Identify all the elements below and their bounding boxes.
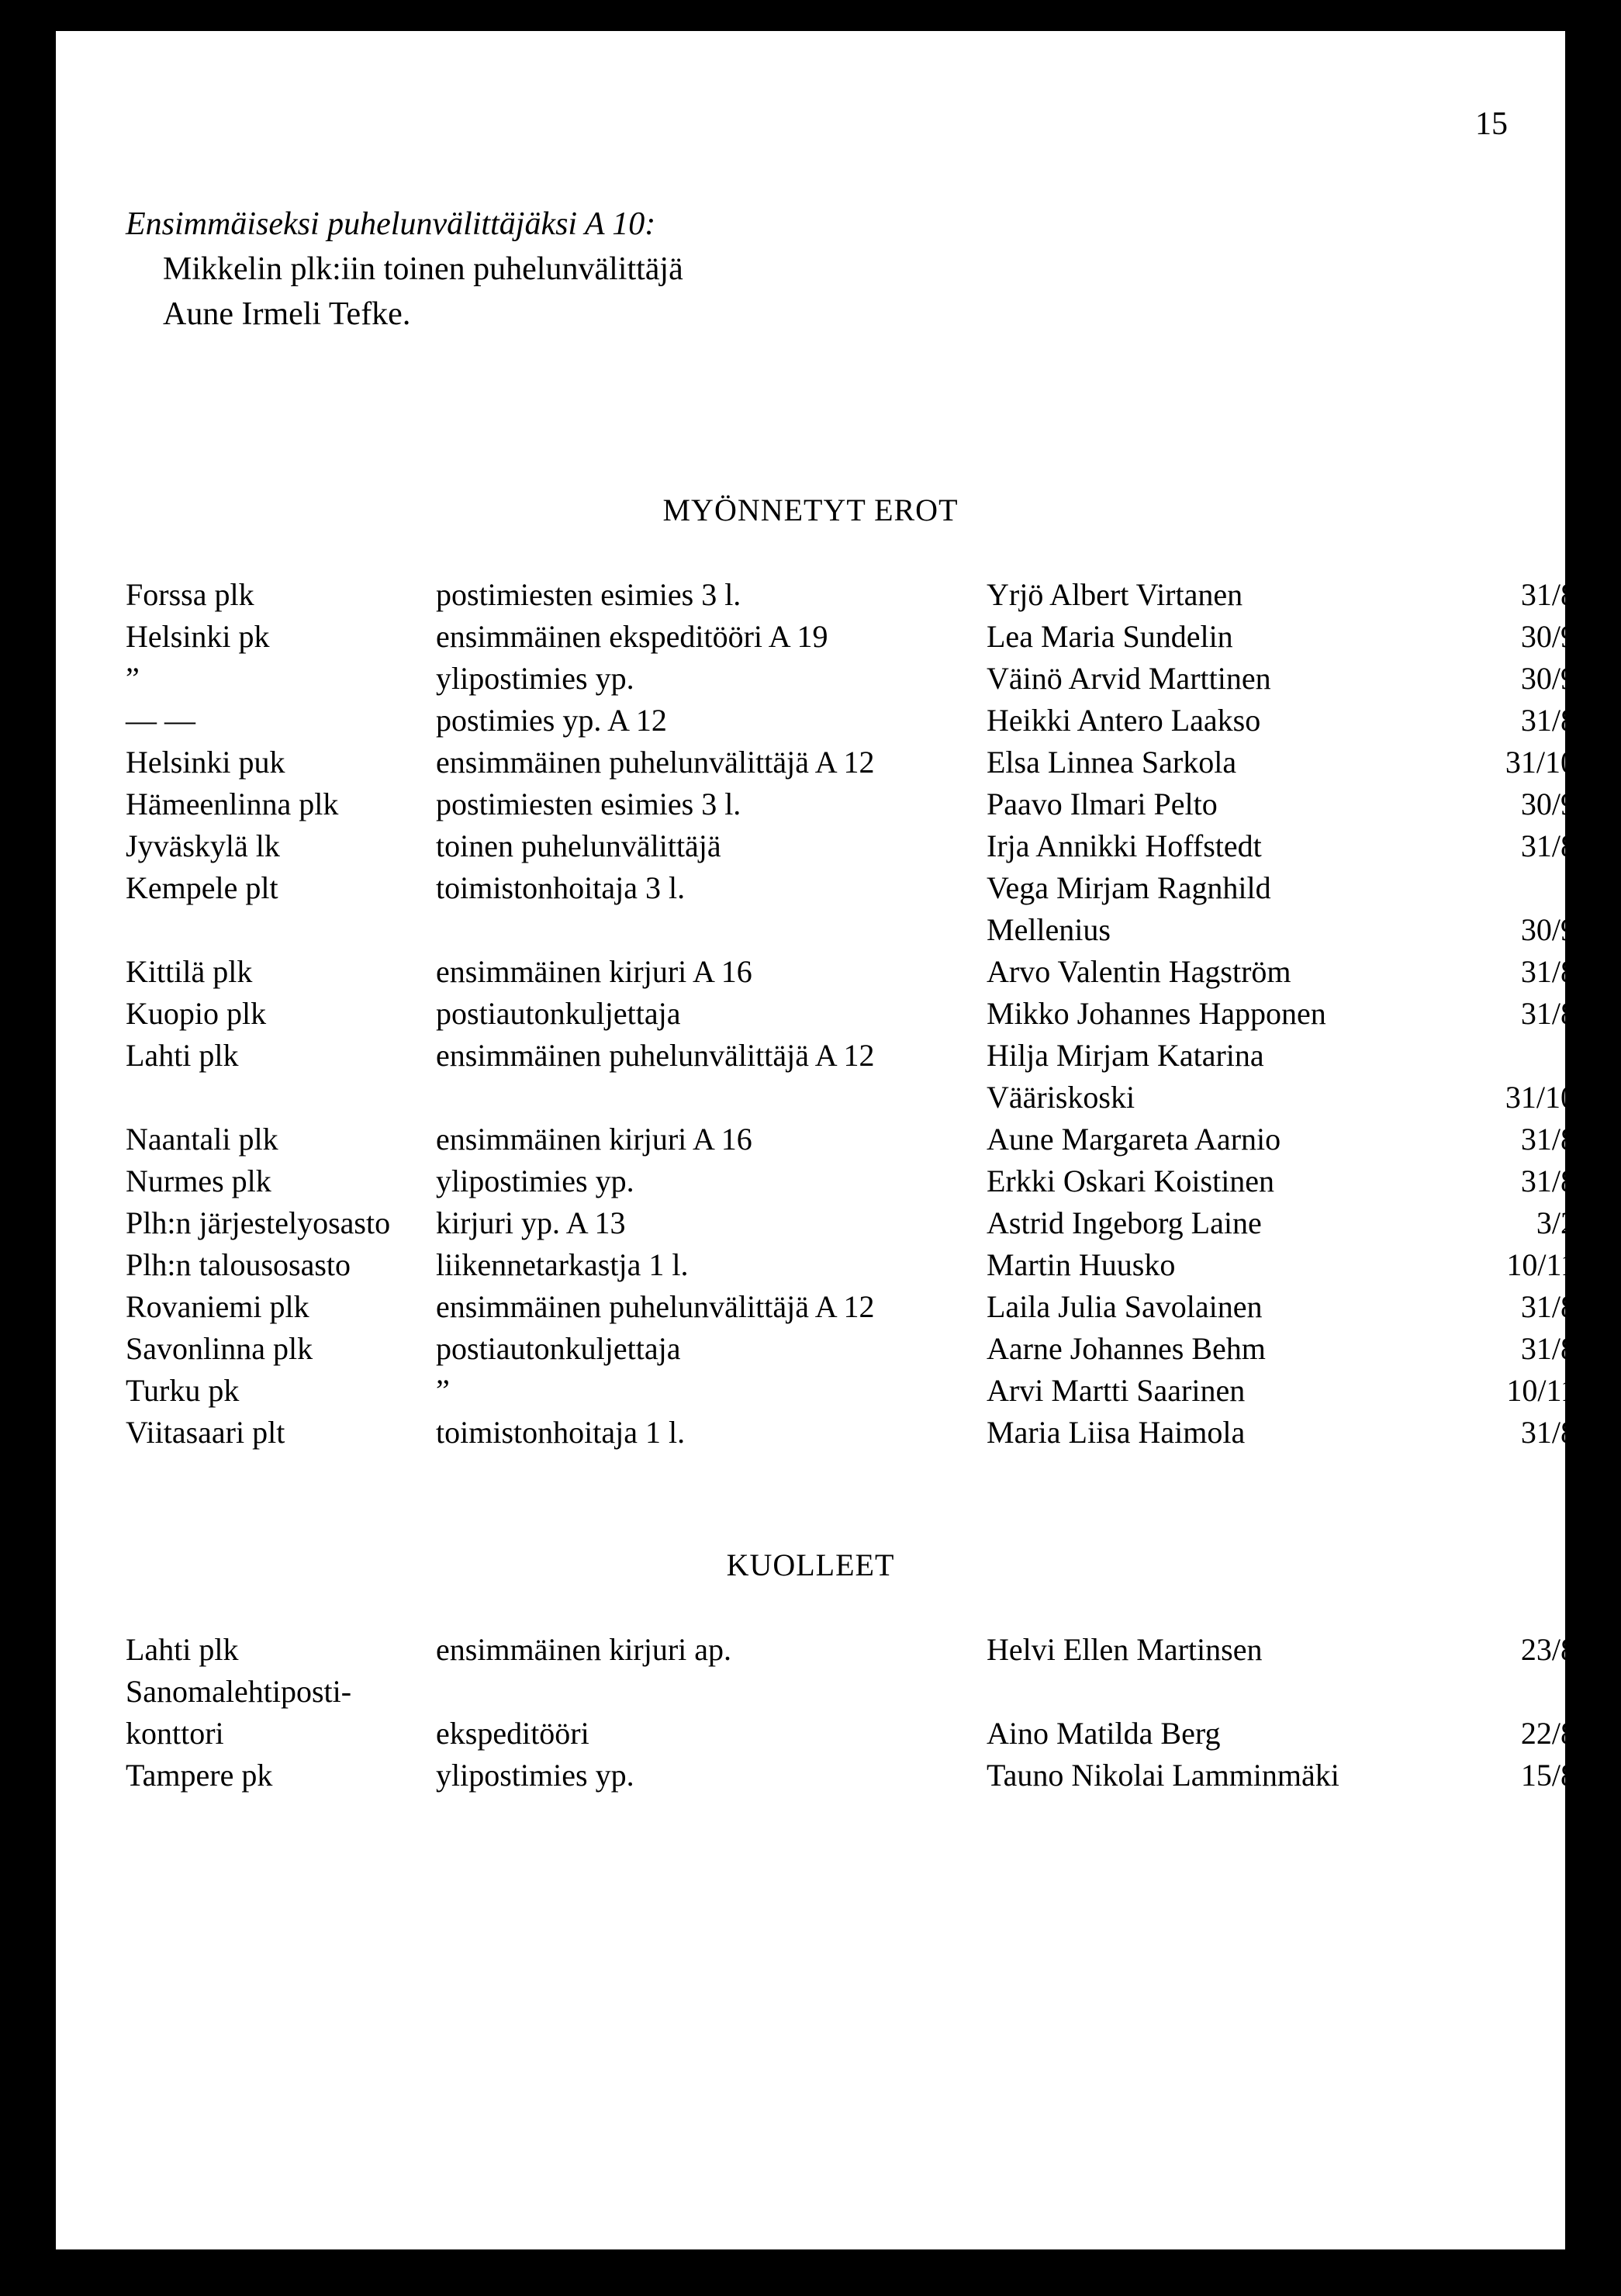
office-cell <box>126 1119 278 1160</box>
position-cell: toimistonhoitaja 1 l. <box>436 1415 686 1450</box>
office-text: Helsinki puk <box>126 745 285 780</box>
date-cell: 15/8 <box>1520 1758 1576 1793</box>
position-cell: ekspeditööri <box>436 1716 589 1751</box>
office-text: Plh:n järjestelyosasto <box>126 1205 391 1240</box>
name-text: Heikki Antero Laakso <box>987 703 1261 738</box>
name-cell <box>987 1713 1220 1755</box>
table-row <box>126 1629 1576 1671</box>
date-cell: 30/9 <box>1520 787 1576 821</box>
position-cell: ensimmäinen puhelunvälittäjä A 12 <box>436 1289 875 1324</box>
office-cell <box>126 1160 271 1202</box>
date-cell: 3/2 <box>1536 1205 1576 1240</box>
office-cell <box>126 825 280 867</box>
date-cell: 10/11 <box>1506 1247 1576 1282</box>
table-row <box>126 1328 1576 1370</box>
date-cell: 10/11 <box>1506 1373 1576 1408</box>
date-cell: 31/10 <box>1505 1080 1576 1115</box>
office-cell <box>126 1286 309 1328</box>
name-text: Mellenius <box>987 912 1111 947</box>
name-cell <box>987 616 1233 658</box>
office-cell <box>126 700 195 742</box>
name-text: Elsa Linnea Sarkola <box>987 745 1237 780</box>
position-cell: postiautonkuljettaja <box>436 1331 681 1366</box>
office-text: Plh:n talousosasto <box>126 1247 351 1282</box>
office-cell <box>126 1035 239 1077</box>
name-cell <box>987 1160 1274 1202</box>
resignations-list <box>126 574 1576 1454</box>
name-text: Tauno Nikolai Lamminmäki <box>987 1758 1339 1793</box>
name-cell <box>987 1119 1281 1160</box>
office-cell <box>126 1671 351 1755</box>
table-row <box>126 1244 1576 1286</box>
page-number: 15 <box>1475 106 1508 142</box>
table-row <box>126 1202 1576 1244</box>
table-row <box>126 825 1576 867</box>
name-text: Arvi Martti Saarinen <box>987 1373 1246 1408</box>
office-cell <box>126 574 254 616</box>
name-text: Maria Liisa Haimola <box>987 1415 1246 1450</box>
name-cell <box>987 1035 1264 1119</box>
office-text: Forssa plk <box>126 577 254 612</box>
position-cell: postimies yp. A 12 <box>436 703 667 738</box>
name-cell <box>987 1755 1339 1796</box>
office-cell <box>126 1412 285 1454</box>
name-text: Laila Julia Savolainen <box>987 1289 1263 1324</box>
name-text: Väinö Arvid Marttinen <box>987 661 1271 696</box>
name-cell <box>987 867 1271 951</box>
name-text: Paavo Ilmari Pelto <box>987 787 1218 821</box>
name-text: Helvi Ellen Martinsen <box>987 1632 1263 1667</box>
date-cell: 30/9 <box>1520 912 1576 947</box>
name-cell <box>987 993 1326 1035</box>
position-cell: ensimmäinen puhelunvälittäjä A 12 <box>436 1038 875 1073</box>
date-cell: 23/8 <box>1520 1632 1576 1667</box>
date-cell: 22/8 <box>1520 1716 1576 1751</box>
position-cell: ylipostimies yp. <box>436 1164 634 1198</box>
name-cell <box>987 658 1271 700</box>
name-text: Irja Annikki Hoffstedt <box>987 828 1262 863</box>
table-row <box>126 742 1576 783</box>
position-cell: liikennetarkastja 1 l. <box>436 1247 689 1282</box>
table-row <box>126 658 1576 700</box>
office-text: Helsinki pk <box>126 619 270 654</box>
document-page <box>56 31 1576 2249</box>
name-cell <box>987 742 1236 783</box>
table-row <box>126 700 1576 742</box>
position-cell: ensimmäinen kirjuri ap. <box>436 1632 732 1667</box>
date-cell: 31/8 <box>1520 703 1576 738</box>
position-cell: ensimmäinen kirjuri A 16 <box>436 954 752 989</box>
name-text: Aino Matilda Berg <box>987 1716 1221 1751</box>
name-cell <box>987 1370 1245 1412</box>
date-cell: 31/8 <box>1520 996 1576 1031</box>
office-cell <box>126 1244 351 1286</box>
name-text: Martin Huusko <box>987 1247 1176 1282</box>
table-row <box>126 1755 1576 1796</box>
position-cell: ylipostimies yp. <box>436 661 634 696</box>
table-row <box>126 1119 1576 1160</box>
name-cell <box>987 1286 1262 1328</box>
appointment-heading: Ensimmäiseksi puhelunvälittäjäksi A 10: <box>126 206 656 242</box>
office-cell <box>126 783 338 825</box>
office-text: Kempele plt <box>126 870 278 905</box>
position-cell: postimiesten esimies 3 l. <box>436 787 741 821</box>
name-text: Lea Maria Sundelin <box>987 619 1233 654</box>
date-cell: 31/8 <box>1520 1122 1576 1157</box>
position-cell: ” <box>436 1373 450 1408</box>
table-row <box>126 993 1576 1035</box>
office-cell <box>126 993 266 1035</box>
office-text: ” <box>126 661 140 696</box>
office-text: Rovaniemi plk <box>126 1289 309 1324</box>
office-cell <box>126 867 278 909</box>
office-text: Nurmes plk <box>126 1164 271 1198</box>
date-cell: 31/8 <box>1520 954 1576 989</box>
name-cell <box>987 1202 1262 1244</box>
name-cell <box>987 1244 1175 1286</box>
position-cell: ensimmäinen puhelunvälittäjä A 12 <box>436 745 875 780</box>
date-cell: 31/8 <box>1520 1164 1576 1198</box>
name-cell <box>987 1412 1245 1454</box>
position-cell: postiautonkuljettaja <box>436 996 681 1031</box>
office-text: Lahti plk <box>126 1632 239 1667</box>
office-cell <box>126 1202 390 1244</box>
name-cell <box>987 825 1262 867</box>
position-cell: kirjuri yp. A 13 <box>436 1205 626 1240</box>
table-row <box>126 1412 1576 1454</box>
date-cell: 30/9 <box>1520 619 1576 654</box>
name-text: Vääriskoski <box>987 1080 1135 1115</box>
position-cell: postimiesten esimies 3 l. <box>436 577 741 612</box>
date-cell: 31/8 <box>1520 577 1576 612</box>
name-cell <box>987 700 1260 742</box>
table-row <box>126 783 1576 825</box>
office-text: Lahti plk <box>126 1038 239 1073</box>
office-text: Savonlinna plk <box>126 1331 313 1366</box>
office-cell <box>126 742 285 783</box>
office-text: Tampere pk <box>126 1758 273 1793</box>
office-cell <box>126 616 270 658</box>
name-text: Erkki Oskari Koistinen <box>987 1164 1275 1198</box>
position-cell: toimistonhoitaja 3 l. <box>436 870 686 905</box>
name-cell <box>987 1629 1262 1671</box>
date-cell: 31/8 <box>1520 1289 1576 1324</box>
office-cell <box>126 951 252 993</box>
office-text: konttori <box>126 1716 224 1751</box>
name-text: Hilja Mirjam Katarina <box>987 1038 1264 1073</box>
appointment-note <box>126 202 683 337</box>
position-cell: ylipostimies yp. <box>436 1758 634 1793</box>
office-text: Jyväskylä lk <box>126 828 280 863</box>
office-cell <box>126 1370 239 1412</box>
table-row <box>126 951 1576 993</box>
name-cell <box>987 574 1243 616</box>
deceased-list <box>126 1629 1576 1796</box>
table-row <box>126 1160 1576 1202</box>
table-row <box>126 1035 1576 1119</box>
date-cell: 30/9 <box>1520 661 1576 696</box>
table-row <box>126 574 1576 616</box>
table-row <box>126 1286 1576 1328</box>
name-text: Mikko Johannes Happonen <box>987 996 1326 1031</box>
table-row <box>126 867 1576 951</box>
office-text: Viitasaari plt <box>126 1415 285 1450</box>
name-cell <box>987 1328 1266 1370</box>
office-cell <box>126 1629 239 1671</box>
name-text: Aune Margareta Aarnio <box>987 1122 1281 1157</box>
office-text: Hämeenlinna plk <box>126 787 339 821</box>
date-cell: 31/8 <box>1520 828 1576 863</box>
office-text: Kittilä plk <box>126 954 253 989</box>
name-text: Aarne Johannes Behm <box>987 1331 1266 1366</box>
office-text: Kuopio plk <box>126 996 267 1031</box>
section-title-resignations: MYÖNNETYT EROT <box>662 493 959 527</box>
name-text: Arvo Valentin Hagström <box>987 954 1291 989</box>
position-cell: toinen puhelunvälittäjä <box>436 828 721 863</box>
office-text: Turku pk <box>126 1373 240 1408</box>
office-cell <box>126 1755 272 1796</box>
date-cell: 31/8 <box>1520 1415 1576 1450</box>
appointment-line: Mikkelin plk:iin toinen puhelunvälittäjä <box>163 251 683 287</box>
position-cell: ensimmäinen ekspeditööri A 19 <box>436 619 828 654</box>
table-row <box>126 1370 1576 1412</box>
table-row <box>126 616 1576 658</box>
office-cell <box>126 658 140 700</box>
appointment-line: Aune Irmeli Tefke. <box>163 296 411 332</box>
office-cell <box>126 1328 313 1370</box>
office-text: Sanomalehtiposti- <box>126 1674 352 1709</box>
name-cell <box>987 951 1291 993</box>
name-text: Vega Mirjam Ragnhild <box>987 870 1271 905</box>
office-text: Naantali plk <box>126 1122 278 1157</box>
date-cell: 31/8 <box>1520 1331 1576 1366</box>
table-row <box>126 1671 1576 1755</box>
position-cell: ensimmäinen kirjuri A 16 <box>436 1122 752 1157</box>
name-cell <box>987 783 1218 825</box>
section-title-deceased: KUOLLEET <box>726 1547 895 1582</box>
office-text: — — <box>126 703 195 738</box>
name-text: Yrjö Albert Virtanen <box>987 577 1243 612</box>
name-text: Astrid Ingeborg Laine <box>987 1205 1262 1240</box>
date-cell: 31/10 <box>1505 745 1576 780</box>
